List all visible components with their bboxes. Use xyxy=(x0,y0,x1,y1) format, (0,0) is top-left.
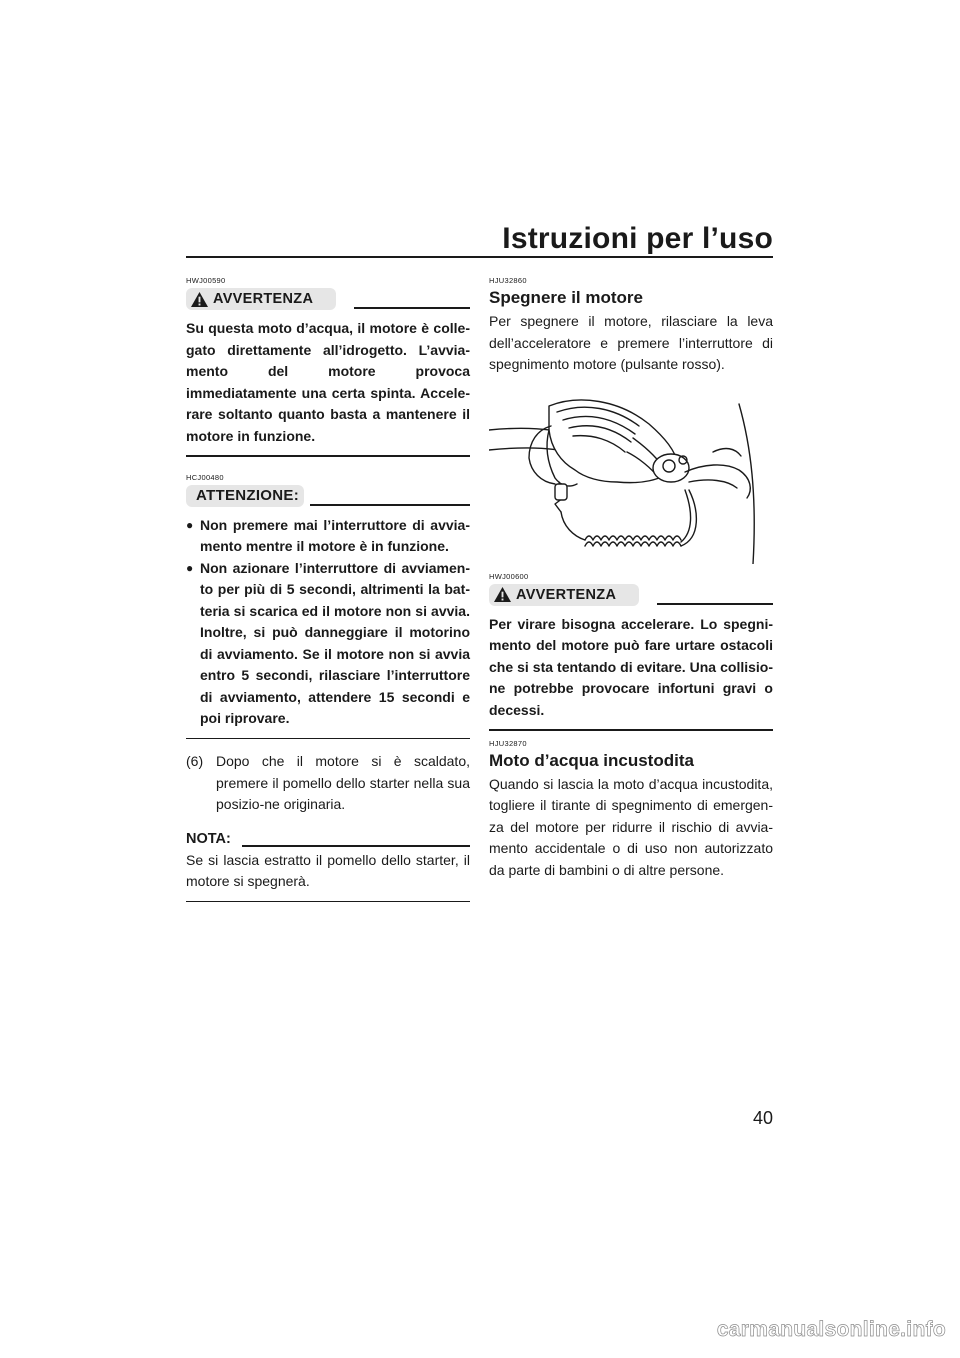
warning-heading xyxy=(489,584,773,606)
warning-end-rule xyxy=(489,729,773,731)
warning-text: Su questa moto d’acqua, il motore è colle-gato direttamente all’idrogetto. L’avvia-mento del motore provoca immediatamente una certa spinta. Accele-rare soltanto quanto basta a mantenere il motore in funzione. xyxy=(186,320,470,444)
warning-heading-rule xyxy=(354,307,470,309)
page-title: Istruzioni per l’uso xyxy=(502,222,773,255)
bullet-icon: ● xyxy=(186,517,194,532)
warning-heading xyxy=(186,288,470,310)
warning-triangle-icon xyxy=(190,291,209,308)
warning-code: HWJ00590 xyxy=(186,276,226,285)
warning-badge xyxy=(489,584,639,606)
section-title-stop-engine: Spegnere il motore xyxy=(489,288,643,307)
right-column xyxy=(489,276,773,881)
note-end-rule xyxy=(186,901,470,902)
caution-item-text: Non azionare l’interruttore di avviamen-to per più di 5 secondi, altrimenti la bat-teria si scarica ed il motore non si avvia. Inoltre, si può danneggiare il motorino di avviamento. Se il motore non si avvia entro 5 secondi, rilasciare l’interruttore di avviamento, attendere 15 secondi e poi riprovare. xyxy=(200,559,470,726)
left-column xyxy=(186,276,470,902)
warning-text: Per virare bisogna accelerare. Lo spegni-mento del motore può fare urtare ostacoli che si sta tentando di evitare. Una collisio-ne potrebbe provocare infortuni gravi o decessi. xyxy=(489,615,773,718)
caution-heading xyxy=(186,485,470,507)
warning-label: AVVERTENZA xyxy=(516,586,617,603)
watermark: carmanualsonline.info xyxy=(716,1318,946,1341)
section-title-unattended: Moto d’acqua incustodita xyxy=(489,750,694,770)
caution-list xyxy=(186,515,470,730)
warning-triangle-icon xyxy=(493,586,512,603)
bullet-icon: ● xyxy=(186,560,194,575)
section-text-stop-engine: Per spegnere il motore, rilasciare la leva dell’acceleratore e premere l’interruttore di spegnimento motore (pulsante rosso). xyxy=(489,313,773,372)
caution-badge xyxy=(186,485,304,507)
step-item xyxy=(186,751,470,816)
warning-label: AVVERTENZA xyxy=(213,291,314,307)
page-number: 40 xyxy=(752,1108,773,1128)
caution-item-text: Non premere mai l’interruttore di avvia-mento mentre il motore è in funzione. xyxy=(200,516,470,554)
caution-code: HCJ00480 xyxy=(186,472,224,482)
caution-heading-rule xyxy=(310,504,470,506)
note-text: Se si lascia estratto il pomello dello starter, il motore si spegnerà. xyxy=(186,851,470,889)
header-rule xyxy=(186,256,773,258)
section-code: HJU32860 xyxy=(489,276,527,285)
illustration-hand-lanyard xyxy=(489,386,773,564)
caution-label: ATTENZIONE: xyxy=(196,487,300,504)
caution-item xyxy=(186,558,470,730)
step-text: Dopo che il motore si è scaldato, premere il pomello dello starter nella sua posizio-ne originaria. xyxy=(216,753,470,812)
caution-end-rule xyxy=(186,738,470,740)
warning-end-rule xyxy=(186,455,470,457)
section-code: HJU32870 xyxy=(489,738,527,748)
page-header xyxy=(186,222,773,258)
warning-heading-rule xyxy=(657,603,773,605)
note-heading xyxy=(186,830,470,850)
section-text-unattended: Quando si lascia la moto d’acqua incustodita, togliere il tirante di spegnimento di emergen-za del motore per ridurre il rischio di avvia-mento accidentale o di uso non autorizzato da parte di bambini o di altre persone. xyxy=(489,775,773,878)
step-number: (6) xyxy=(186,753,204,769)
gloved-hand-on-handlebar-with-lanyard-icon xyxy=(489,386,773,564)
note-label: NOTA: xyxy=(186,830,231,847)
note-heading-rule xyxy=(242,845,470,847)
warning-code: HWJ00600 xyxy=(489,571,529,581)
caution-item xyxy=(186,515,470,558)
warning-badge xyxy=(186,288,336,310)
